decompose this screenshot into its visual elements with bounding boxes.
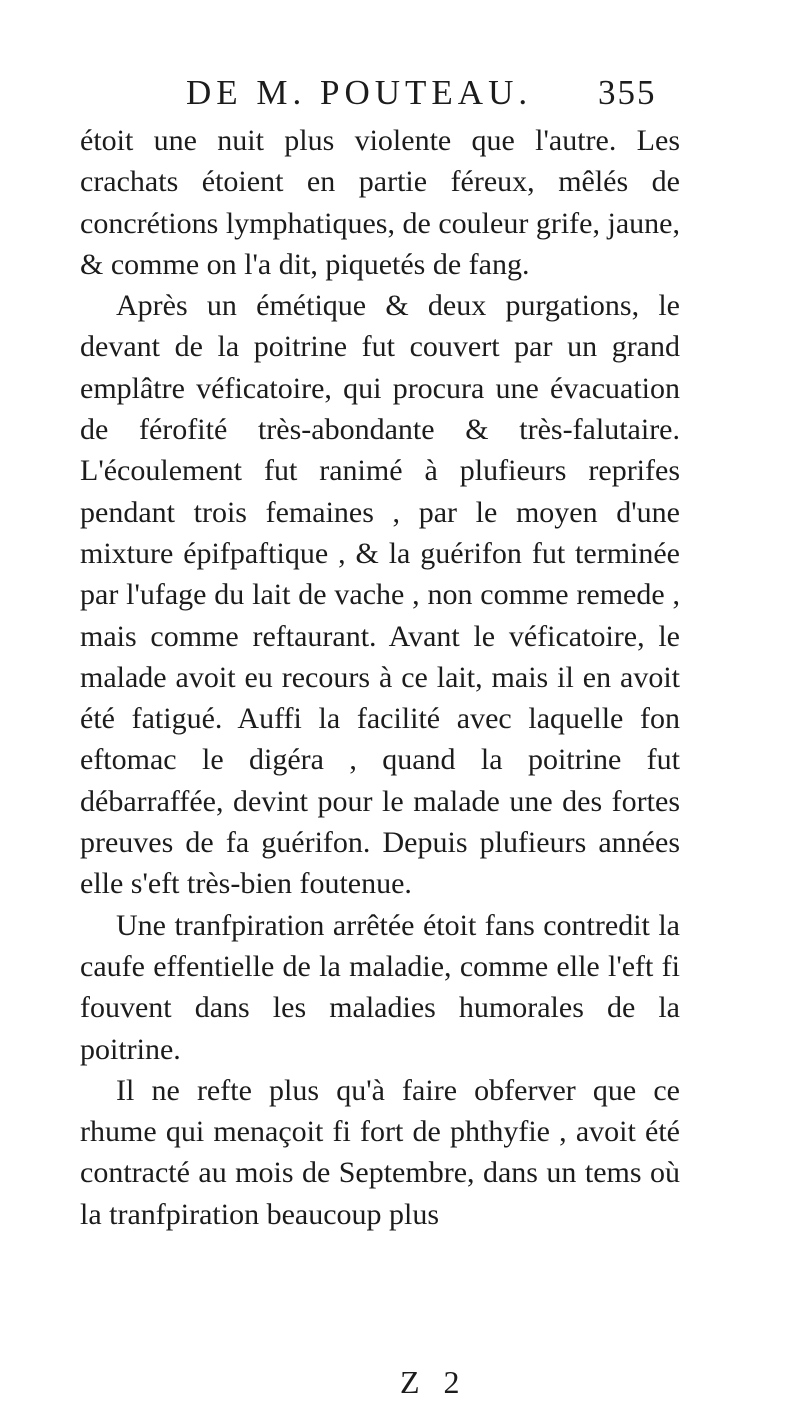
body-text xyxy=(80,120,680,1235)
running-title: DE M. POUTEAU. xyxy=(186,73,533,112)
paragraph-treatment: Après un émétique & deux purgations, le devant de la poitrine fut couvert par un grand emplâtre véficatoire, qui procura une évacuation de férofité très-abondante & très-falutaire. L'écoulement fut ranimé à plufieurs reprifes pendant trois femaines , par le moyen d'une mixture épifpaftique , & la guérifon fut terminée par l'ufage du lait de vache , non comme remede , mais comme reftaurant. Avant le véficatoire, le malade avoit eu recours à ce lait, mais il en avoit été fatigué. Auffi la facilité avec laquelle fon eftomac le digéra , quand la poitrine fut débarraffée, devint pour le malade une des fortes preuves de fa guérifon. Depuis plufieurs années elle s'eft très-bien foutenue. xyxy=(80,289,680,901)
paragraph-remark: Il ne refte plus qu'à faire obferver que ce rhume qui menaçoit fi fort de phthyfie , avoit été contracté au mois de Septembre, dans un tems où la tranfpiration beaucoup plus xyxy=(80,1073,680,1231)
page-number: 355 xyxy=(598,73,657,112)
paragraph-continuation: étoit une nuit plus violente que l'autre. Les crachats étoient en partie féreux, mêlés de concrétions lymphatiques, de couleur grife, jaune, & comme on l'a dit, piquetés de fang. xyxy=(80,124,680,281)
paragraph-cause: Une tranfpiration arrêtée étoit fans contredit la caufe effentielle de la maladie, comme elle l'eft fi fouvent dans les maladies humorales de la poitrine. xyxy=(80,908,680,1066)
signature-mark: Z 2 xyxy=(400,1364,468,1400)
page-header xyxy=(0,68,800,118)
